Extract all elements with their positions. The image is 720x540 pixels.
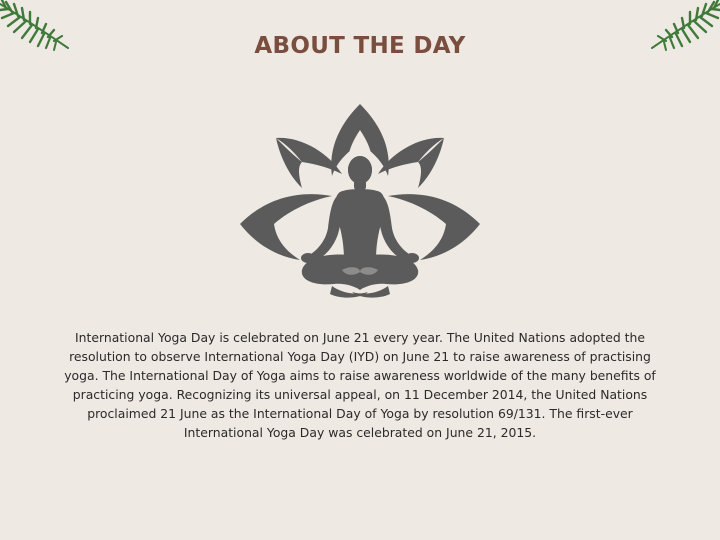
slide-title: ABOUT THE DAY <box>254 33 466 60</box>
body-paragraph: International Yoga Day is celebrated on June 21 every year. The United Nations adopted the resolution to observe International Yoga Day (IYD) on June 21 to raise awareness of practising yoga. The International Day of Yoga aims to raise awareness worldwide of the many benefits of practicing yoga. Recognizing its universal appeal, on 11 December 2014, the United Nations proclaimed 21 June as the International Day of Yoga by resolution 69/131. The first-ever International Yoga Day was celebrated on June 21, 2015. <box>64 330 656 441</box>
lotus-meditation-icon <box>236 100 484 304</box>
